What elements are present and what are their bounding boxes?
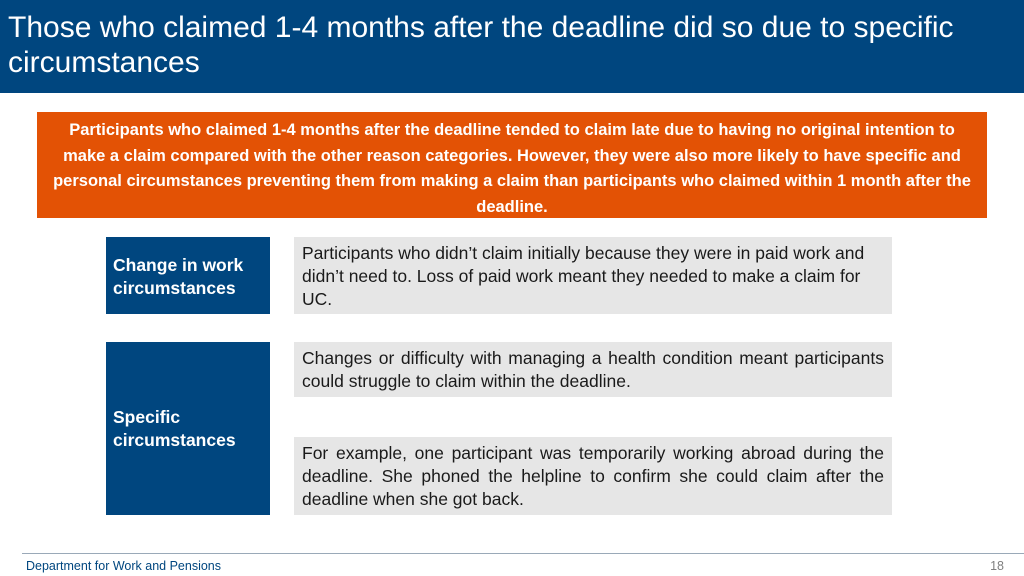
summary-box — [37, 112, 987, 218]
footer-divider — [22, 553, 1024, 554]
label-change-in-work: Change in work circumstances — [106, 237, 270, 314]
title-bar — [0, 0, 1024, 93]
desc-working-abroad: For example, one participant was temporarily working abroad during the deadline. She phoned the helpline to confirm she could claim after the deadline when she got back. — [294, 437, 892, 515]
summary-text: Participants who claimed 1-4 months after the deadline tended to claim late due to having no original intention to make a claim compared with the other reason categories. However, they were also more likely to have specific and personal circumstances preventing them from making a claim than participants who claimed within 1 month after the deadline. — [53, 121, 971, 216]
desc-change-in-work: Participants who didn’t claim initially because they were in paid work and didn’t need to. Loss of paid work meant they needed to make a claim for UC. — [294, 237, 892, 314]
page-number: 18 — [990, 559, 1004, 573]
slide-title: Those who claimed 1-4 months after the deadline did so due to specific circumstances — [8, 11, 954, 79]
desc-health-condition: Changes or difficulty with managing a health condition meant participants could struggle to claim within the deadline. — [294, 342, 892, 397]
label-specific-circumstances: Specific circumstances — [106, 342, 270, 515]
footer-department: Department for Work and Pensions — [26, 559, 222, 573]
